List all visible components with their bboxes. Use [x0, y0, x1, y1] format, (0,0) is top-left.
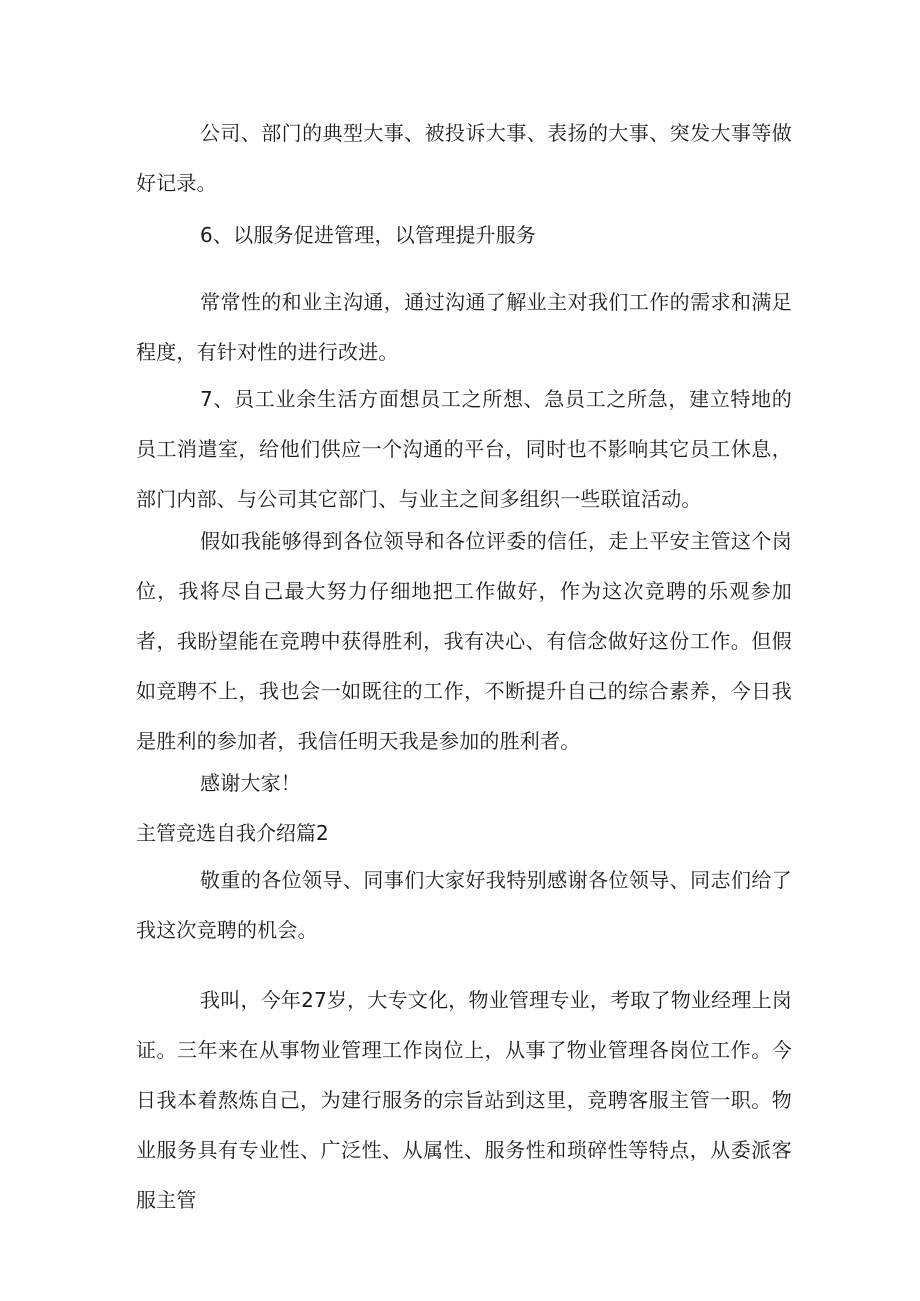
paragraph-item-6-title: 6、以服务促进管理，以管理提升服务: [200, 223, 537, 247]
paragraph-self-intro: 我叫，今年27岁，大专文化，物业管理专业，考取了物业经理上岗证。三年来在从事物业管理工作岗位上，从事了物业管理各岗位工作。今日我本着熬炼自己，为建行服务的宗旨站到这里，竞聘客服主管一职。物业服务具有专业性、广泛性、从属性、服务性和琐碎性等特点，从委派客服主管: [136, 988, 792, 1212]
paragraph-greeting: 敬重的各位领导、同事们大家好我特别感谢各位领导、同志们给了我这次竞聘的机会。: [136, 868, 792, 942]
section-title: 主管竞选自我介绍篇2: [136, 821, 329, 845]
paragraph-pledge: 假如我能够得到各位领导和各位评委的信任，走上平安主管这个岗位，我将尽自己最大努力仔细地把工作做好，作为这次竞聘的乐观参加者，我盼望能在竞聘中获得胜利，我有决心、有信念做好这份工作。但假如竞聘不上，我也会一如既往的工作，不断提升自己的综合素养，今日我是胜利的参加者，我信任明天我是参加的胜利者。: [136, 529, 792, 753]
paragraph-records: 公司、部门的典型大事、被投诉大事、表扬的大事、突发大事等做好记录。: [136, 121, 792, 195]
paragraph-item-7-staff: 7、员工业余生活方面想员工之所想、急员工之所急，建立特地的员工消遣室，给他们供应一个沟通的平台，同时也不影响其它员工休息，部门内部、与公司其它部门、与业主之间多组织一些联谊活动。: [136, 387, 792, 511]
paragraph-thanks: 感谢大家！: [200, 771, 301, 795]
paragraph-owner-communication: 常常性的和业主沟通，通过沟通了解业主对我们工作的需求和满足程度，有针对性的进行改进。: [136, 290, 792, 364]
